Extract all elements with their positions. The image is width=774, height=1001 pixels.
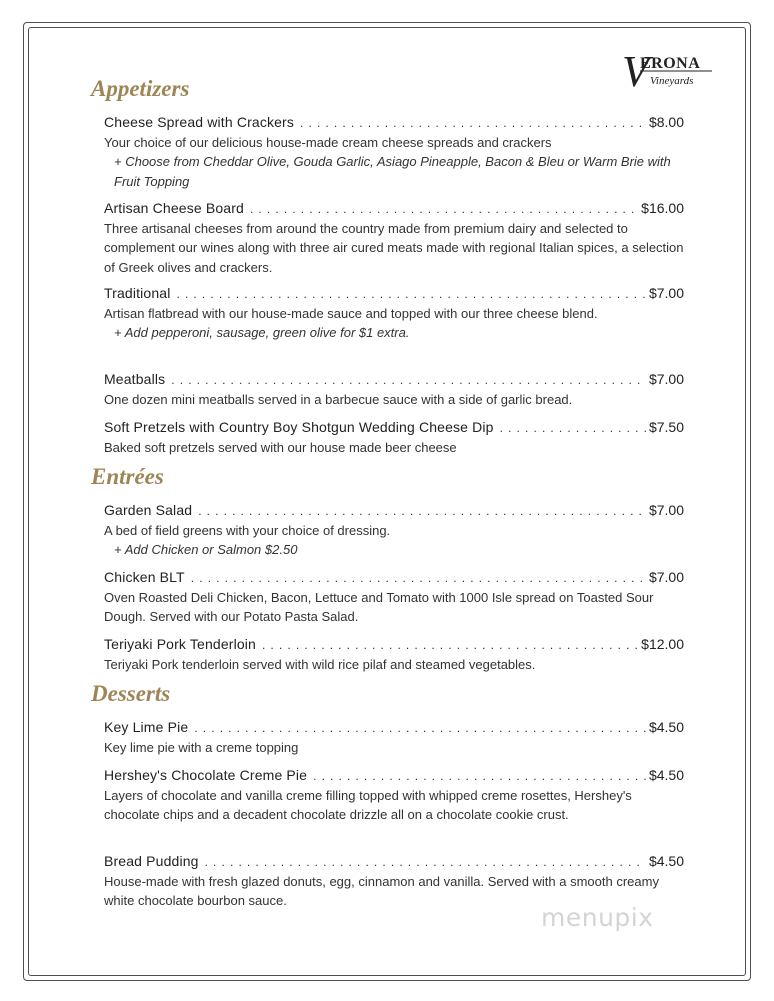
item-name: Meatballs [104, 371, 166, 387]
item-description: Three artisanal cheeses from around the country made from premium dairy and selected to complement our wines along with three air cured meats made with regional Italian spices, a selection of Greek olives and crackers. [104, 221, 684, 275]
menu-item [104, 766, 684, 825]
item-price: $12.00 [641, 636, 684, 652]
menu-item [104, 852, 684, 911]
menu-item [104, 718, 684, 757]
item-note: + Choose from Cheddar Olive, Gouda Garlic, Asiago Pineapple, Bacon & Bleu or Warm Brie with Fruit Topping [114, 154, 671, 189]
menu-item [104, 418, 684, 457]
section-title-entrees: Entrées [91, 464, 164, 489]
verona-vineyards-logo [620, 46, 720, 104]
item-name: Bread Pudding [104, 853, 199, 869]
section-title-desserts: Desserts [91, 681, 171, 706]
item-price: $4.50 [648, 719, 684, 735]
item-description: Artisan flatbread with our house-made sauce and topped with our three cheese blend. [104, 306, 598, 322]
dot-leader [250, 200, 638, 219]
dot-leader [205, 853, 646, 872]
dot-leader [262, 636, 638, 655]
item-description: One dozen mini meatballs served in a barbecue sauce with a side of garlic bread. [104, 392, 573, 408]
item-name: Key Lime Pie [104, 719, 189, 735]
menu-item [104, 370, 684, 409]
item-name: Soft Pretzels with Country Boy Shotgun Wedding Cheese Dip [104, 419, 494, 435]
item-description: Your choice of our delicious house-made cream cheese spreads and crackers [104, 135, 552, 151]
menupix-watermark: menupix [541, 903, 654, 932]
item-price: $7.50 [648, 419, 684, 435]
menu-item [104, 113, 684, 191]
dot-leader [171, 371, 646, 390]
item-price: $7.00 [648, 502, 684, 518]
item-description: Layers of chocolate and vanilla creme filling topped with whipped creme rosettes, Hershey's chocolate chips and a decadent chocolate drizzle all on a chocolate cookie crust. [104, 788, 632, 823]
svg-text:ERONA: ERONA [640, 55, 701, 72]
item-price: $7.00 [648, 371, 684, 387]
menu-item [104, 284, 684, 343]
item-description: Key lime pie with a creme topping [104, 740, 299, 756]
section-title-appetizers: Appetizers [91, 76, 190, 101]
menu-item [104, 199, 684, 277]
item-description: A bed of field greens with your choice of dressing. [104, 523, 391, 539]
item-note: + Add Chicken or Salmon $2.50 [114, 542, 298, 558]
item-price: $7.00 [648, 285, 684, 301]
item-description: Oven Roasted Deli Chicken, Bacon, Lettuce and Tomato with 1000 Isle spread on Toasted Sour Dough. Served with our Potato Pasta Salad. [104, 590, 654, 625]
item-name: Traditional [104, 285, 171, 301]
item-name: Cheese Spread with Crackers [104, 114, 295, 130]
item-description: House-made with fresh glazed donuts, egg, cinnamon and vanilla. Served with a smooth creamy white chocolate bourbon sauce. [104, 874, 659, 909]
item-price: $7.00 [648, 569, 684, 585]
menu-item [104, 635, 684, 674]
menu-item [104, 568, 684, 627]
item-description: Teriyaki Pork tenderloin served with wild rice pilaf and steamed vegetables. [104, 657, 536, 673]
dot-leader [177, 285, 646, 304]
dot-leader [191, 569, 646, 588]
item-name: Hershey's Chocolate Creme Pie [104, 767, 308, 783]
item-note: + Add pepperoni, sausage, green olive for $1 extra. [114, 325, 410, 341]
item-name: Garden Salad [104, 502, 193, 518]
menu-item [104, 501, 684, 560]
dot-leader [500, 419, 646, 438]
item-price: $16.00 [641, 200, 684, 216]
dot-leader [300, 114, 646, 133]
svg-text:V: V [622, 47, 649, 96]
item-price: $4.50 [648, 767, 684, 783]
item-price: $8.00 [648, 114, 684, 130]
dot-leader [194, 719, 646, 738]
item-description: Baked soft pretzels served with our house made beer cheese [104, 440, 457, 456]
dot-leader [198, 502, 646, 521]
item-price: $4.50 [648, 853, 684, 869]
item-name: Artisan Cheese Board [104, 200, 244, 216]
item-name: Teriyaki Pork Tenderloin [104, 636, 256, 652]
svg-text:Vineyards: Vineyards [650, 75, 694, 87]
dot-leader [313, 767, 646, 786]
item-name: Chicken BLT [104, 569, 185, 585]
